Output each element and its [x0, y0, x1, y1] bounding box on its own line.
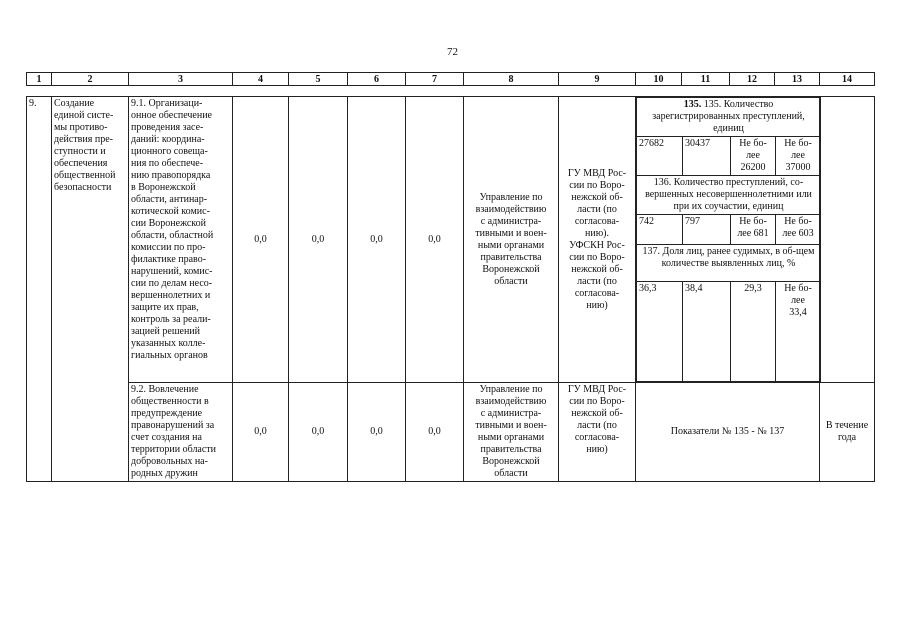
value-col7: 0,0 [406, 383, 464, 482]
indicator-136-value: 797 [683, 215, 731, 245]
column-number: 1 [27, 73, 52, 86]
measure-9-1: 9.1. Организаци- онное обеспечение проведения засе- даний: координа- ционного совеща- ния по обеспече- нию правопорядка в Воронежской области, антинар- котической комис- сии Воронежской области, областной комиссии по про- филактике право- нарушений, комис- сии по делам несо- вершеннолетних и защите их прав, контроль за реали- зацией решений указанных колле- гиальных органов [129, 97, 233, 383]
value-col4: 0,0 [233, 97, 289, 383]
partner-organizations: ГУ МВД Рос- сии по Воро- нежской об- ласти (по согласова- нию). УФСКН Рос- сии по Воро- нежской об- ласти (по согласова- нию) [559, 97, 636, 383]
column-number: 2 [52, 73, 129, 86]
column-number-header [26, 72, 875, 86]
value-col6: 0,0 [348, 383, 406, 482]
indicators-reference: Показатели № 135 - № 137 [636, 383, 820, 482]
column-number: 4 [233, 73, 289, 86]
indicator-135-value: Не бо- лее 26200 [731, 137, 776, 176]
value-col5: 0,0 [289, 383, 348, 482]
column-number: 13 [775, 73, 820, 86]
indicator-135-value: 27682 [637, 137, 683, 176]
value-col7: 0,0 [406, 97, 464, 383]
column-number: 7 [406, 73, 464, 86]
indicator-135-value: Не бо- лее 37000 [776, 137, 821, 176]
indicator-137-title: 137. Доля лиц, ранее судимых, в об-щем количестве выявленных лиц, % [637, 245, 821, 282]
indicator-135-title: 135. 135. Количество зарегистрированных преступлений, единиц [637, 98, 821, 137]
page-number: 72 [447, 46, 458, 58]
indicator-136-title: 136. Количество преступлений, со-вершенных несовершеннолетними или при их соучастии, единиц [637, 176, 821, 215]
indicator-136-value: 742 [637, 215, 683, 245]
row-number: 9. [27, 97, 52, 482]
column-number: 5 [289, 73, 348, 86]
responsible-executor: Управление по взаимодействию с администра- тивными и воен- ными органами правительства Воронежской области [464, 97, 559, 383]
indicator-136-value: Не бо- лее 603 [776, 215, 821, 245]
table-row [27, 97, 875, 383]
column-number: 11 [682, 73, 730, 86]
indicator-137-value: 38,4 [683, 282, 731, 382]
indicator-137-value: Не бо- лее 33,4 [776, 282, 821, 382]
indicator-137-value: 29,3 [731, 282, 776, 382]
column-number: 3 [129, 73, 233, 86]
column-number: 12 [730, 73, 775, 86]
value-col6: 0,0 [348, 97, 406, 383]
column-number: 8 [464, 73, 559, 86]
indicator-136-value: Не бо- лее 681 [731, 215, 776, 245]
indicator-137-value: 36,3 [637, 282, 683, 382]
measure-9-2: 9.2. Вовлечение общественности в предупреждение правонарушений за счет создания на территории области добровольных на- родных дружин [129, 383, 233, 482]
responsible-executor: Управление по взаимодействию с администра- тивными и воен- ными органами правительства Воронежской области [464, 383, 559, 482]
column-number: 10 [636, 73, 682, 86]
indicator-135-value: 30437 [683, 137, 731, 176]
partner-organizations: ГУ МВД Рос- сии по Воро- нежской об- ласти (по согласова- нию) [559, 383, 636, 482]
value-col5: 0,0 [289, 97, 348, 383]
program-table [26, 96, 875, 482]
table-row [27, 383, 875, 482]
term-cell-empty [820, 97, 875, 383]
value-col4: 0,0 [233, 383, 289, 482]
subprogram-name: Создание единой систе- мы противо- действия пре- ступности и обеспечения общественной безопасности [52, 97, 129, 482]
column-number: 6 [348, 73, 406, 86]
column-number: 14 [820, 73, 875, 86]
indicators-block [636, 97, 820, 383]
execution-term: В течение года [820, 383, 875, 482]
column-number: 9 [559, 73, 636, 86]
